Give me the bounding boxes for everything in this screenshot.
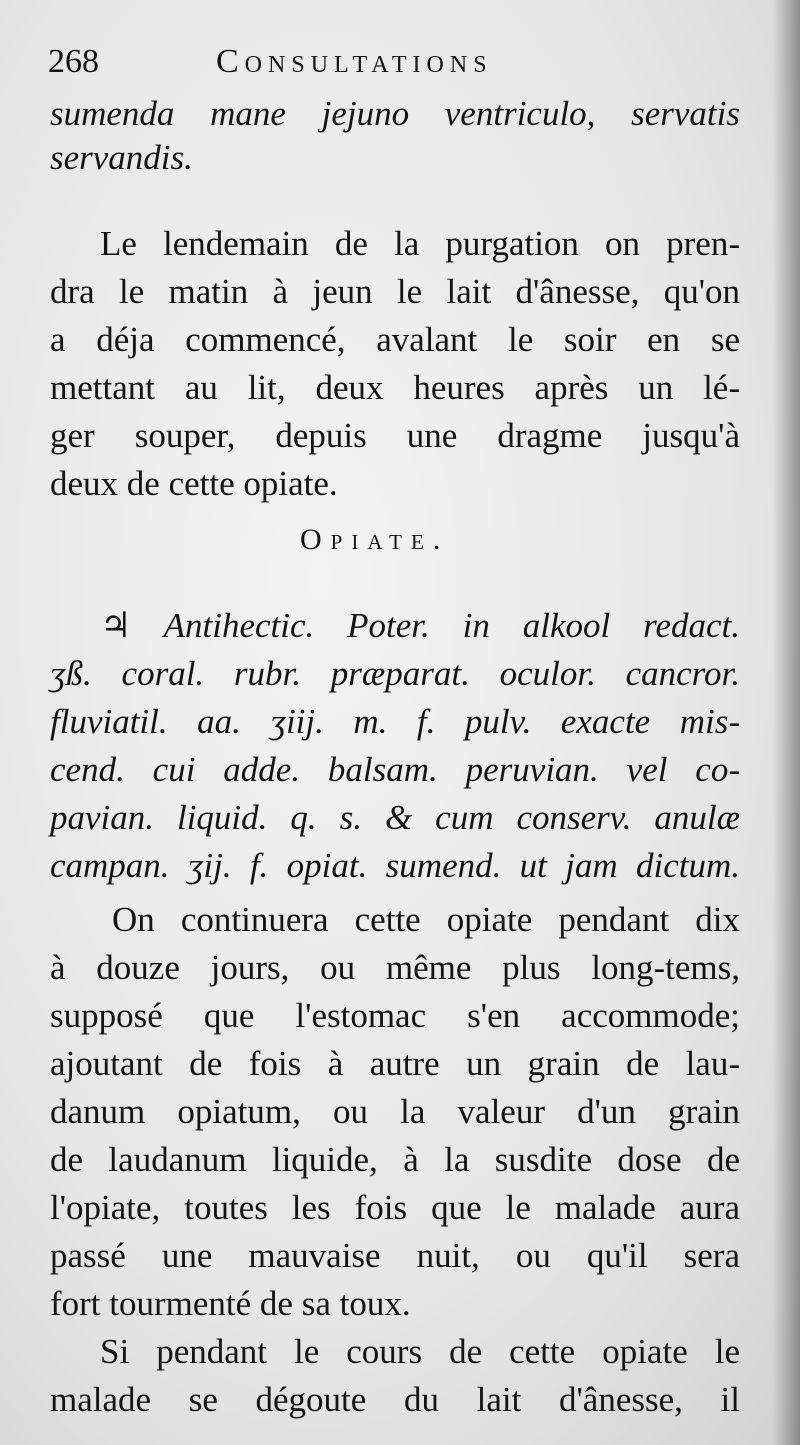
text-line: passé une mauvaise nuit, ou qu'il sera xyxy=(50,1236,740,1275)
text-line: malade se dégoute du lait d'ânesse, il xyxy=(50,1380,740,1419)
recipe-line: ʒß. coral. rubr. præparat. oculor. cancror. xyxy=(50,654,740,693)
page-header xyxy=(48,42,748,82)
text-line: Le lendemain de la purgation on pren- xyxy=(100,224,740,263)
text-line: a déja commencé, avalant le soir en se xyxy=(50,320,740,359)
recipe-line: fluviatil. aa. ʒiij. m. f. pulv. exacte mis- xyxy=(50,702,740,741)
text-line: l'opiate, toutes les fois que le malade aura xyxy=(50,1188,740,1227)
text-line: danum opiatum, ou la valeur d'un grain xyxy=(50,1092,740,1131)
text-line: mettant au lit, deux heures après un lé- xyxy=(50,368,740,407)
text-line: dra le matin à jeun le lait d'ânesse, qu'on xyxy=(50,272,740,311)
text-line: Si pendant le cours de cette opiate le xyxy=(100,1332,740,1371)
recipe-line: campan. ʒij. f. opiat. sumend. ut jam dictum. xyxy=(50,846,740,885)
recipe-line: pavian. liquid. q. s. & cum conserv. anulæ xyxy=(50,798,740,837)
text-line: supposé que l'estomac s'en accommode; xyxy=(50,996,740,1035)
text-line: ger souper, depuis une dragme jusqu'à xyxy=(50,416,740,455)
text-line: à douze jours, ou même plus long-tems, xyxy=(50,948,740,987)
page-edge-shadow xyxy=(772,0,800,1445)
text-line: servandis. xyxy=(50,138,193,177)
page-number: 268 xyxy=(48,43,99,80)
recipe-line: cend. cui adde. balsam. peruvian. vel co- xyxy=(50,750,740,789)
section-title: Opiate. xyxy=(300,523,450,556)
recipe-line: ♃ Antihectic. Poter. in alkool redact. xyxy=(100,606,740,645)
running-title: Consultations xyxy=(216,43,493,80)
text-line: de laudanum liquide, à la susdite dose de xyxy=(50,1140,740,1179)
text-line: On continuera cette opiate pendant dix xyxy=(112,900,740,939)
text-line: ajoutant de fois à autre un grain de lau- xyxy=(50,1044,740,1083)
text-line: deux de cette opiate. xyxy=(50,464,338,503)
text-line: sumenda mane jejuno ventriculo, servatis xyxy=(50,94,740,133)
text-line: fort tourmenté de sa toux. xyxy=(50,1284,411,1323)
